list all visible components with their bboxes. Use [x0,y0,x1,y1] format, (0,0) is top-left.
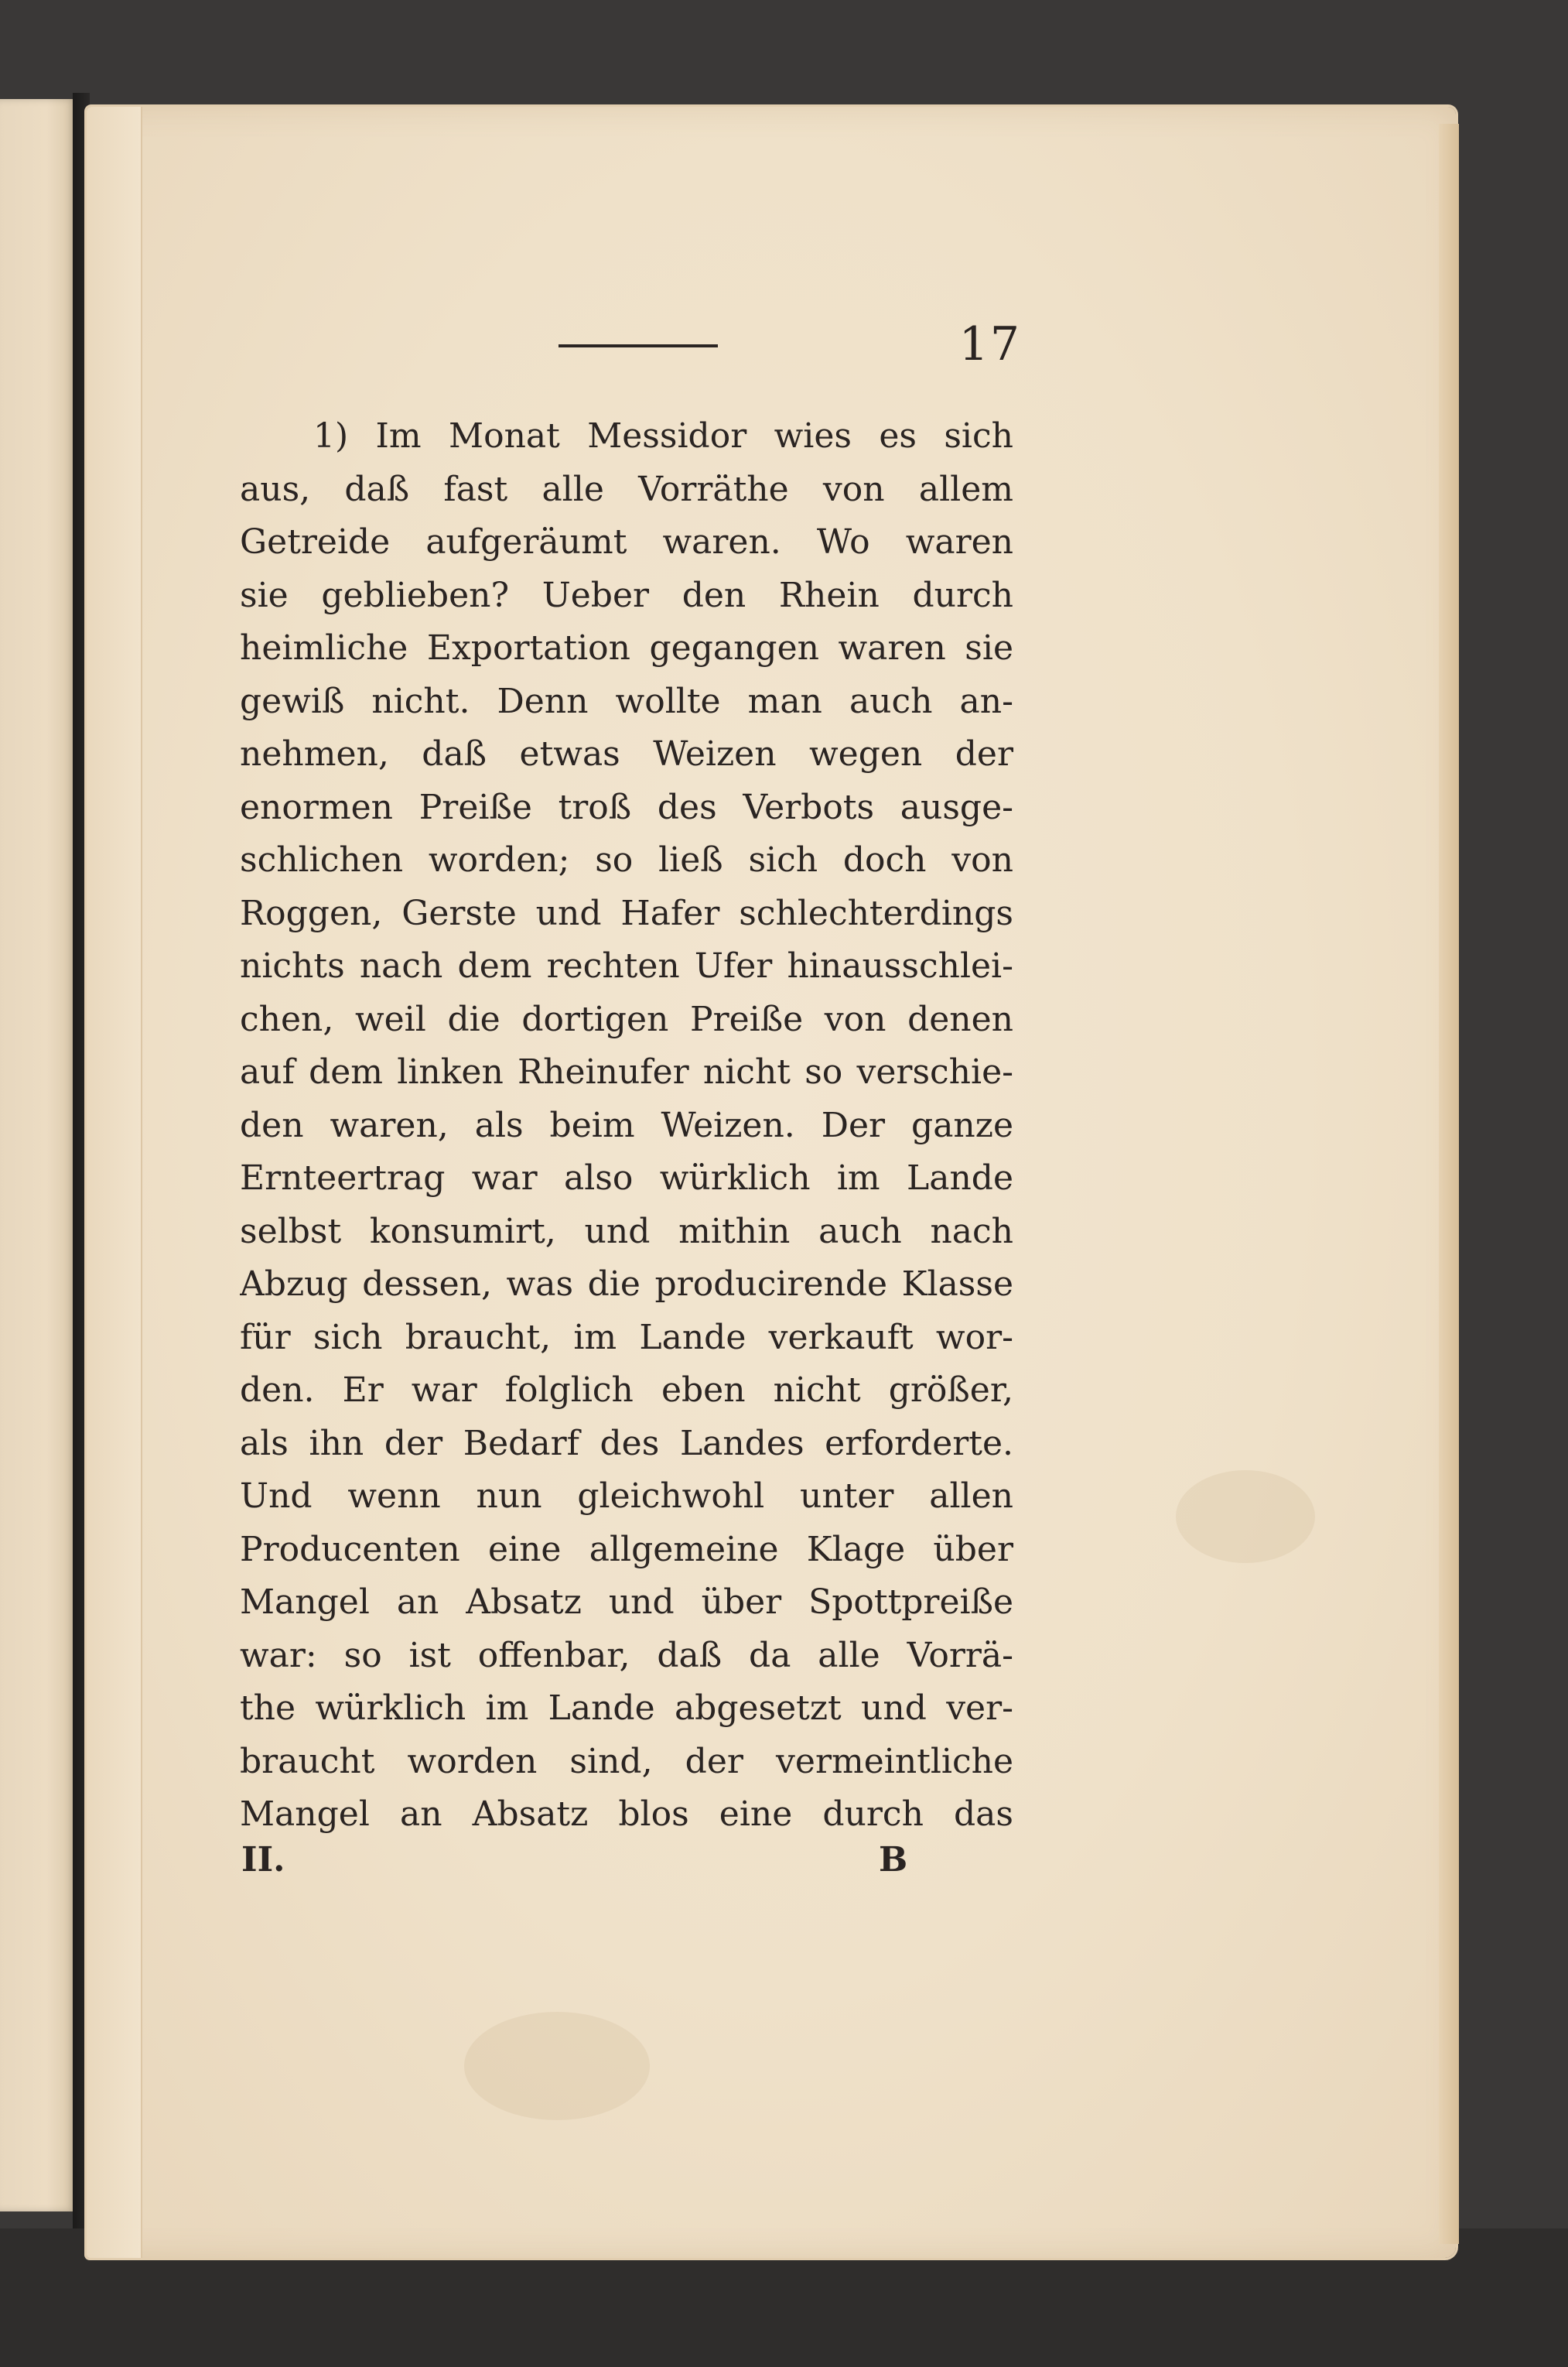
text-line: gewiß nicht. Denn wollte man auch an- [240,681,1013,721]
text-line: war: so ist offenbar, daß da alle Vorrä- [240,1635,1013,1675]
text-line: Roggen, Gerste und Hafer schlechterdings [240,893,1013,933]
text-line: nichts nach dem rechten Ufer hinausschlei- [240,946,1013,986]
page-fore-edge [1439,124,1459,2244]
text-line: aus, daß fast alle Vorräthe von allem [240,469,1013,509]
catchword-signature: B [879,1840,908,1880]
body-text [240,410,1013,1842]
text-line: Ernteertrag war also würklich im Lande [240,1158,1013,1198]
text-line: auf dem linken Rheinufer nicht so verschie- [240,1052,1013,1092]
text-line: enormen Preiße troß des Verbots ausge- [240,787,1013,827]
header-rule [559,344,718,347]
text-line: Mangel an Absatz und über Spottpreiße [240,1582,1013,1622]
text-line: braucht worden sind, der vermeintliche [240,1741,1013,1781]
text-line: Getreide aufgeräumt waren. Wo waren [240,522,1013,562]
text-line: für sich braucht, im Lande verkauft wor- [240,1317,1013,1357]
paper-stain [464,2012,650,2120]
text-line: Producenten eine allgemeine Klage über [240,1529,1013,1569]
facing-page-edge [0,99,77,2211]
text-line: den waren, als beim Weizen. Der ganze [240,1105,1013,1145]
text-line: den. Er war folglich eben nicht größer, [240,1370,1013,1410]
text-line: chen, weil die dortigen Preiße von denen [240,999,1013,1039]
paper-stain [1176,1470,1315,1563]
text-line: the würklich im Lande abgesetzt und ver- [240,1688,1013,1728]
page-inner-margin [87,107,142,2258]
text-line: schlichen worden; so ließ sich doch von [240,840,1013,880]
gathering-signature: II. [241,1840,285,1880]
page-number: 17 [958,317,1021,371]
text-line: nehmen, daß etwas Weizen wegen der [240,734,1013,774]
text-line: Abzug dessen, was die producirende Klasse [240,1264,1013,1304]
text-line: Und wenn nun gleichwohl unter allen [240,1476,1013,1516]
text-line: heimliche Exportation gegangen waren sie [240,628,1013,668]
text-line: Mangel an Absatz blos eine durch das [240,1794,1013,1834]
text-line: 1) Im Monat Messidor wies es sich [313,416,1013,456]
text-line: als ihn der Bedarf des Landes erforderte. [240,1423,1013,1463]
text-line: selbst konsumirt, und mithin auch nach [240,1211,1013,1251]
text-line: sie geblieben? Ueber den Rhein durch [240,575,1013,615]
